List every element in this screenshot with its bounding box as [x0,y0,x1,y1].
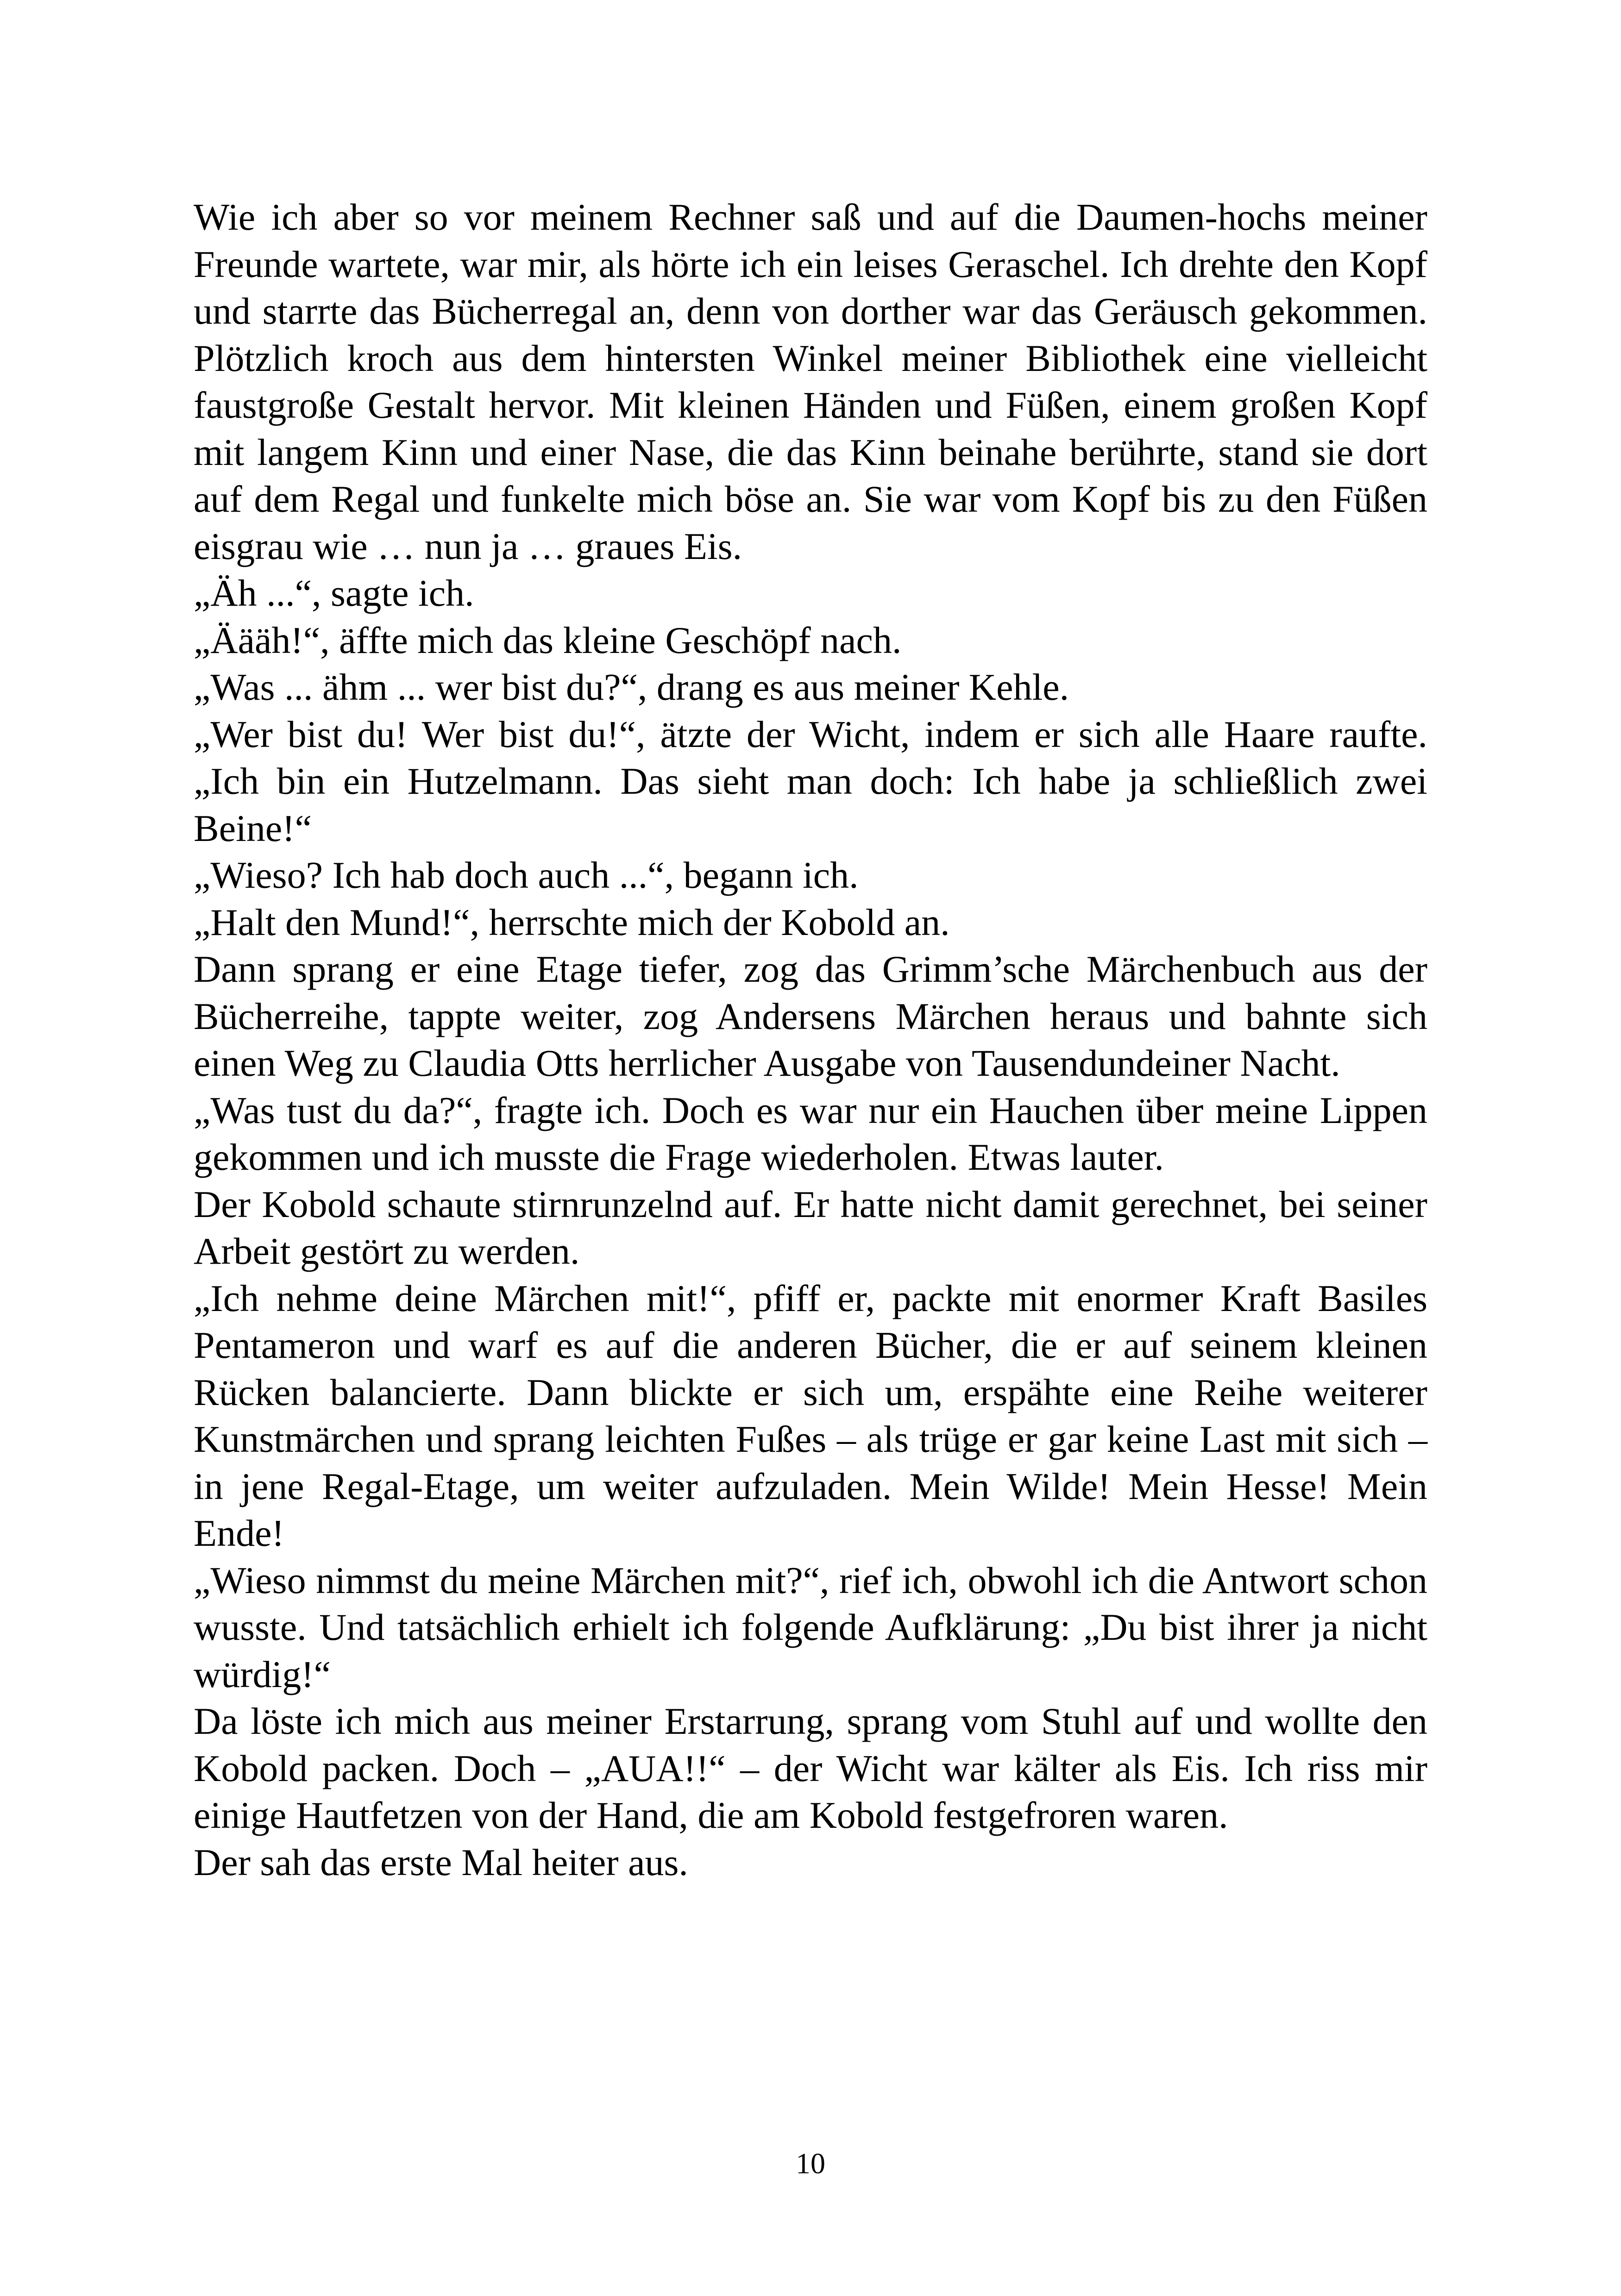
paragraph-8: Dann sprang er eine Etage tiefer, zog das Grimm’sche Märchenbuch aus der Bücherreihe, tappte weiter, zog Andersens Märchen heraus und bahnte sich einen Weg zu Claudia Otts herrlicher Ausgabe von Tausendundeiner Nacht. [194,948,1427,1084]
paragraph-11: „Ich nehme deine Märchen mit!“, pfiff er, packte mit enormer Kraft Basiles Pentameron und warf es auf die anderen Bücher, die er auf seinem kleinen Rücken balancierte. Dann blickte er sich um, erspähte eine Reihe weiterer Kunstmärchen und sprang leichten Fußes – als trüge er gar keine Last mit sich – in jene Regal-Etage, um weiter aufzuladen. Mein Wilde! Mein Hesse! Mein Ende! [194,1277,1427,1554]
paragraph-10: Der Kobold schaute stirnrunzelnd auf. Er hatte nicht damit gerechnet, bei seiner Arbeit gestört zu werden. [194,1183,1427,1272]
paragraph-7: „Halt den Mund!“, herrschte mich der Kobold an. [194,901,950,943]
paragraph-5: „Wer bist du! Wer bist du!“, ätzte der Wicht, indem er sich alle Haare raufte. „Ich bin ein Hutzelmann. Das sieht man doch: Ich habe ja schließlich zwei Beine!“ [194,713,1427,849]
paragraph-12: „Wieso nimmst du meine Märchen mit?“, rief ich, obwohl ich die Antwort schon wusste. Und tatsächlich erhielt ich folgende Aufklärung: „Du bist ihrer ja nicht würdig!“ [194,1559,1427,1695]
body-text [194,194,1427,1886]
paragraph-9: „Was tust du da?“, fragte ich. Doch es war nur ein Hauchen über meine Lippen gekommen und ich musste die Frage wiederholen. Etwas lauter. [194,1089,1427,1178]
paragraph-4: „Was ... ähm ... wer bist du?“, drang es aus meiner Kehle. [194,666,1069,708]
paragraph-14: Der sah das erste Mal heiter aus. [194,1841,688,1883]
paragraph-1: Wie ich aber so vor meinem Rechner saß und auf die Daumen-hochs meiner Freunde wartete, war mir, als hörte ich ein leises Geraschel. Ich drehte den Kopf und starrte das Bücherregal an, denn von dorther war das Geräusch gekommen. Plötzlich kroch aus dem hintersten Winkel meiner Bibliothek eine vielleicht faustgroße Gestalt hervor. Mit kleinen Händen und Füßen, einem großen Kopf mit langem Kinn und einer Nase, die das Kinn beinahe berührte, stand sie dort auf dem Regal und funkelte mich böse an. Sie war vom Kopf bis zu den Füßen eisgrau wie … nun ja … graues Eis. [194,196,1427,567]
paragraph-13: Da löste ich mich aus meiner Erstarrung, sprang vom Stuhl auf und wollte den Kobold packen. Doch – „AUA!!“ – der Wicht war kälter als Eis. Ich riss mir einige Hautfetzen von der Hand, die am Kobold festgefroren waren. [194,1700,1427,1836]
page-number: 10 [796,2147,825,2180]
paragraph-6: „Wieso? Ich hab doch auch ...“, begann ich. [194,854,859,896]
paragraph-3: „Äääh!“, äffte mich das kleine Geschöpf nach. [194,619,902,661]
paragraph-2: „Äh ...“, sagte ich. [194,572,474,614]
